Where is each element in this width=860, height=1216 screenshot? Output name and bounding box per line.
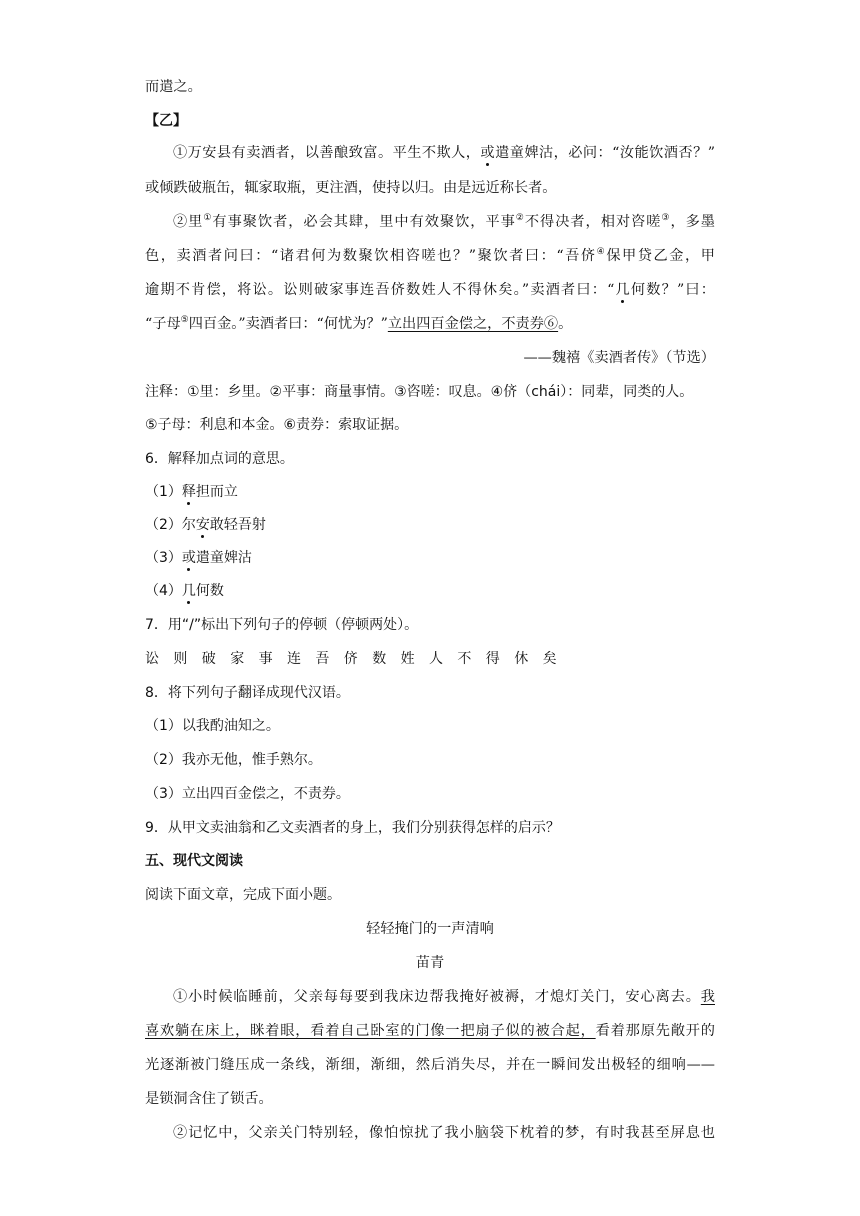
question-7-title: 7．用“/”标出下列句子的停顿（停顿两处）。 bbox=[145, 617, 419, 633]
footnote-mark: ① bbox=[203, 213, 213, 223]
q7-sentence: 讼则破家事连吾侪数姓人不得休矣 bbox=[145, 651, 571, 667]
q8-item-2: （2）我亦无他，惟手熟尔。 bbox=[145, 752, 322, 768]
question-9-title: 9．从甲文卖油翁和乙文卖酒者的身上，我们分别获得怎样的启示？ bbox=[145, 820, 560, 836]
footnote-mark: ③ bbox=[661, 213, 671, 223]
yi-label: 【乙】 bbox=[145, 113, 187, 129]
footnote-mark: ④ bbox=[596, 247, 607, 257]
section-5-heading: 五、现代文阅读 bbox=[145, 853, 243, 869]
q8-item-3: （3）立出四百金偿之，不责券。 bbox=[145, 786, 350, 802]
article-author: 苗青 bbox=[415, 955, 445, 971]
q8-item-1: （1）以我酌油知之。 bbox=[145, 718, 280, 734]
footnote-mark: ② bbox=[515, 213, 525, 223]
underlined-text: 喜欢躺在床上，眯着眼，看着自己卧室的门像一把扇子似的被合起， bbox=[145, 1023, 596, 1039]
top-fragment: 而遣之。 bbox=[145, 79, 202, 95]
yi-p1-line1: ①万安县有卖酒者，以善酿致富。平生不欺人，或遣童婢沽，必问：“汝能饮酒否？” bbox=[173, 145, 715, 161]
article-p1-line3: 光逐渐被门缝压成一条线，渐细，渐细，然后消失尽，并在一瞬间发出极轻的细响—— bbox=[145, 1057, 715, 1073]
notes-line2: ⑤子母：利息和本金。⑥责券：索取证据。 bbox=[145, 417, 409, 433]
dotted-char: 或 bbox=[181, 550, 196, 566]
yi-p2-line1: ②里①有事聚饮者，必会其肆，里中有效聚饮，平事②不得决者，相对咨嗟③，多墨 bbox=[173, 213, 715, 230]
article-p2-line1: ②记忆中，父亲关门特别轻，像怕惊扰了我小脑袋下枕着的梦，有时我甚至屏息也 bbox=[173, 1125, 715, 1141]
notes-line1: 注释：①里：乡里。②平事：商量事情。③咨嗟：叹息。④侪（chái）：同辈，同类的人。 bbox=[145, 384, 694, 400]
yi-p2-line2: 色，卖酒者问曰：“诸君何为数聚饮相咨嗟也？”聚饮者曰：“吾侪④保甲贷乙金，甲 bbox=[145, 247, 715, 264]
section-5-instruction: 阅读下面文章，完成下面小题。 bbox=[145, 887, 341, 903]
article-title: 轻轻掩门的一声清响 bbox=[366, 921, 494, 937]
q6-item-1: （1）释担而立 bbox=[145, 484, 238, 500]
question-6-title: 6．解释加点词的意思。 bbox=[145, 451, 294, 467]
yi-p1-line2: 或倾跌破瓶缶，辄家取瓶，更注酒，使持以归。由是远近称长者。 bbox=[145, 180, 557, 196]
attribution: ——魏禧《卖酒者传》（节选） bbox=[523, 350, 715, 366]
dotted-char: 安 bbox=[195, 517, 210, 533]
q6-item-2: （2）尔安敢轻吾射 bbox=[145, 517, 266, 533]
yi-p2-line3: 逾期不肯偿，将讼。讼则破家事连吾侪数姓人不得休矣。”卖酒者曰：“几何数？”曰： bbox=[145, 282, 715, 298]
article-p1-line1: ①小时候临睡前，父亲每每要到我床边帮我掩好被褥，才熄灯关门，安心离去。我 bbox=[173, 989, 715, 1005]
dotted-char: 释 bbox=[181, 484, 196, 500]
dotted-char: 几 bbox=[614, 282, 631, 298]
question-8-title: 8．将下列句子翻译成现代汉语。 bbox=[145, 685, 350, 701]
article-p1-line4: 是锁洞含住了锁舌。 bbox=[145, 1091, 273, 1107]
underlined-sentence: 立出四百金偿之，不责券⑥ bbox=[387, 316, 559, 332]
yi-p2-line4: “子母⑤四百金。”卖酒者曰：“何忧为？”立出四百金偿之，不责券⑥。 bbox=[145, 315, 573, 332]
q6-item-4: （4）几何数 bbox=[145, 583, 224, 599]
dotted-char: 几 bbox=[181, 583, 196, 599]
footnote-mark: ⑤ bbox=[180, 315, 189, 325]
article-p1-line2: 喜欢躺在床上，眯着眼，看着自己卧室的门像一把扇子似的被合起，看着那原先敞开的 bbox=[145, 1023, 715, 1039]
underlined-text: 我 bbox=[700, 989, 715, 1005]
q6-item-3: （3）或遣童婢沽 bbox=[145, 550, 252, 566]
dotted-char: 或 bbox=[480, 145, 496, 161]
